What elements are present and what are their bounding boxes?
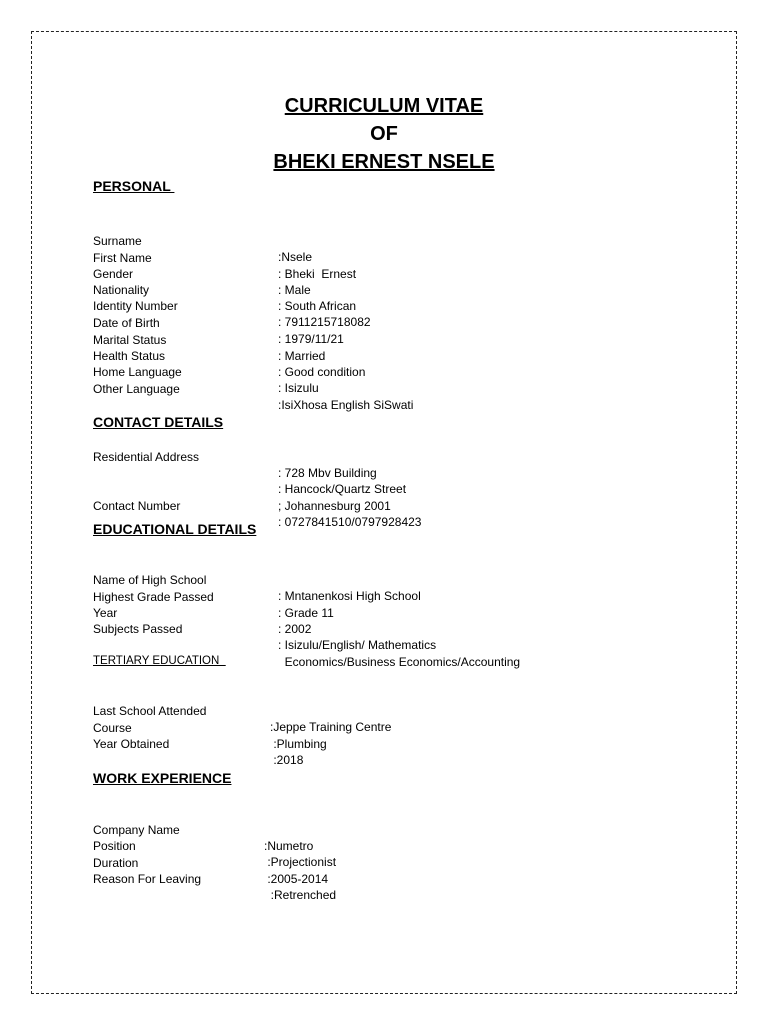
field-value: : 1979/11/21	[278, 332, 344, 346]
field-label: Year Obtained	[93, 737, 170, 751]
section-heading-work: WORK EXPERIENCE	[93, 770, 232, 786]
field-value: : 2002	[278, 622, 312, 636]
field-value: : South African	[278, 299, 357, 313]
field-value: : Isizulu/English/ Mathematics	[278, 638, 437, 652]
field-value: : Married	[278, 349, 326, 363]
field-value: :IsiXhosa English SiSwati	[278, 398, 414, 412]
field-label: Reason For Leaving	[93, 872, 202, 886]
field-label: Highest Grade Passed	[93, 590, 214, 604]
field-row	[93, 433, 713, 480]
field-label: Company Name	[93, 823, 180, 837]
field-label: Other Language	[93, 382, 180, 396]
title-line-2: OF	[370, 123, 398, 145]
field-label: Gender	[93, 267, 134, 281]
field-label: Subjects Passed	[93, 622, 183, 636]
field-label: Date of Birth	[93, 316, 160, 330]
field-label: Marital Status	[93, 333, 167, 347]
field-value: : Bheki Ernest	[278, 267, 357, 281]
field-value: : 0727841510/0797928423	[278, 515, 422, 529]
field-value: :Nsele	[278, 250, 313, 264]
field-label: Identity Number	[93, 299, 178, 313]
field-value: : Isizulu	[278, 381, 319, 395]
field-value: :2018	[270, 753, 304, 767]
field-label: Health Status	[93, 349, 166, 363]
field-label: Residential Address	[93, 450, 200, 464]
field-label: Course	[93, 721, 132, 735]
field-value: : Good condition	[278, 365, 366, 379]
field-value: :Projectionist	[264, 855, 337, 869]
title-line-1: CURRICULUM VITAE	[284, 95, 484, 117]
field-label: Year	[93, 606, 118, 620]
field-label: Duration	[93, 856, 139, 870]
field-value: : Male	[278, 283, 311, 297]
section-heading-tertiary: TERTIARY EDUCATION	[93, 655, 226, 667]
document-title	[0, 92, 768, 176]
field-value: : 7911215718082	[278, 315, 371, 329]
section-heading-contact: CONTACT DETAILS	[93, 414, 224, 430]
field-value: : Hancock/Quartz Street	[278, 482, 407, 496]
field-label: Last School Attended	[93, 704, 207, 718]
field-value: :Jeppe Training Centre	[270, 720, 392, 734]
field-label: Name of High School	[93, 573, 207, 587]
field-value: Economics/Business Economics/Accounting	[278, 655, 521, 669]
field-label: Position	[93, 839, 136, 853]
title-line-3: BHEKI ERNEST NSELE	[273, 151, 495, 173]
field-value: : Mntanenkosi High School	[278, 589, 421, 603]
field-value: :Plumbing	[270, 737, 327, 751]
field-value: : 728 Mbv Building	[278, 466, 377, 480]
field-label: First Name	[93, 251, 152, 265]
field-label: Contact Number	[93, 499, 181, 513]
field-value: :Retrenched	[264, 888, 337, 902]
section-heading-personal: PERSONAL	[93, 178, 175, 194]
field-label: Home Language	[93, 365, 182, 379]
field-value: : Grade 11	[278, 606, 334, 620]
field-label: Surname	[93, 234, 142, 248]
field-value: :Numetro	[264, 839, 314, 853]
field-label: Nationality	[93, 283, 150, 297]
field-value: ; Johannesburg 2001	[278, 499, 391, 513]
section-heading-education: EDUCATIONAL DETAILS	[93, 521, 257, 537]
field-value: :2005-2014	[264, 872, 329, 886]
